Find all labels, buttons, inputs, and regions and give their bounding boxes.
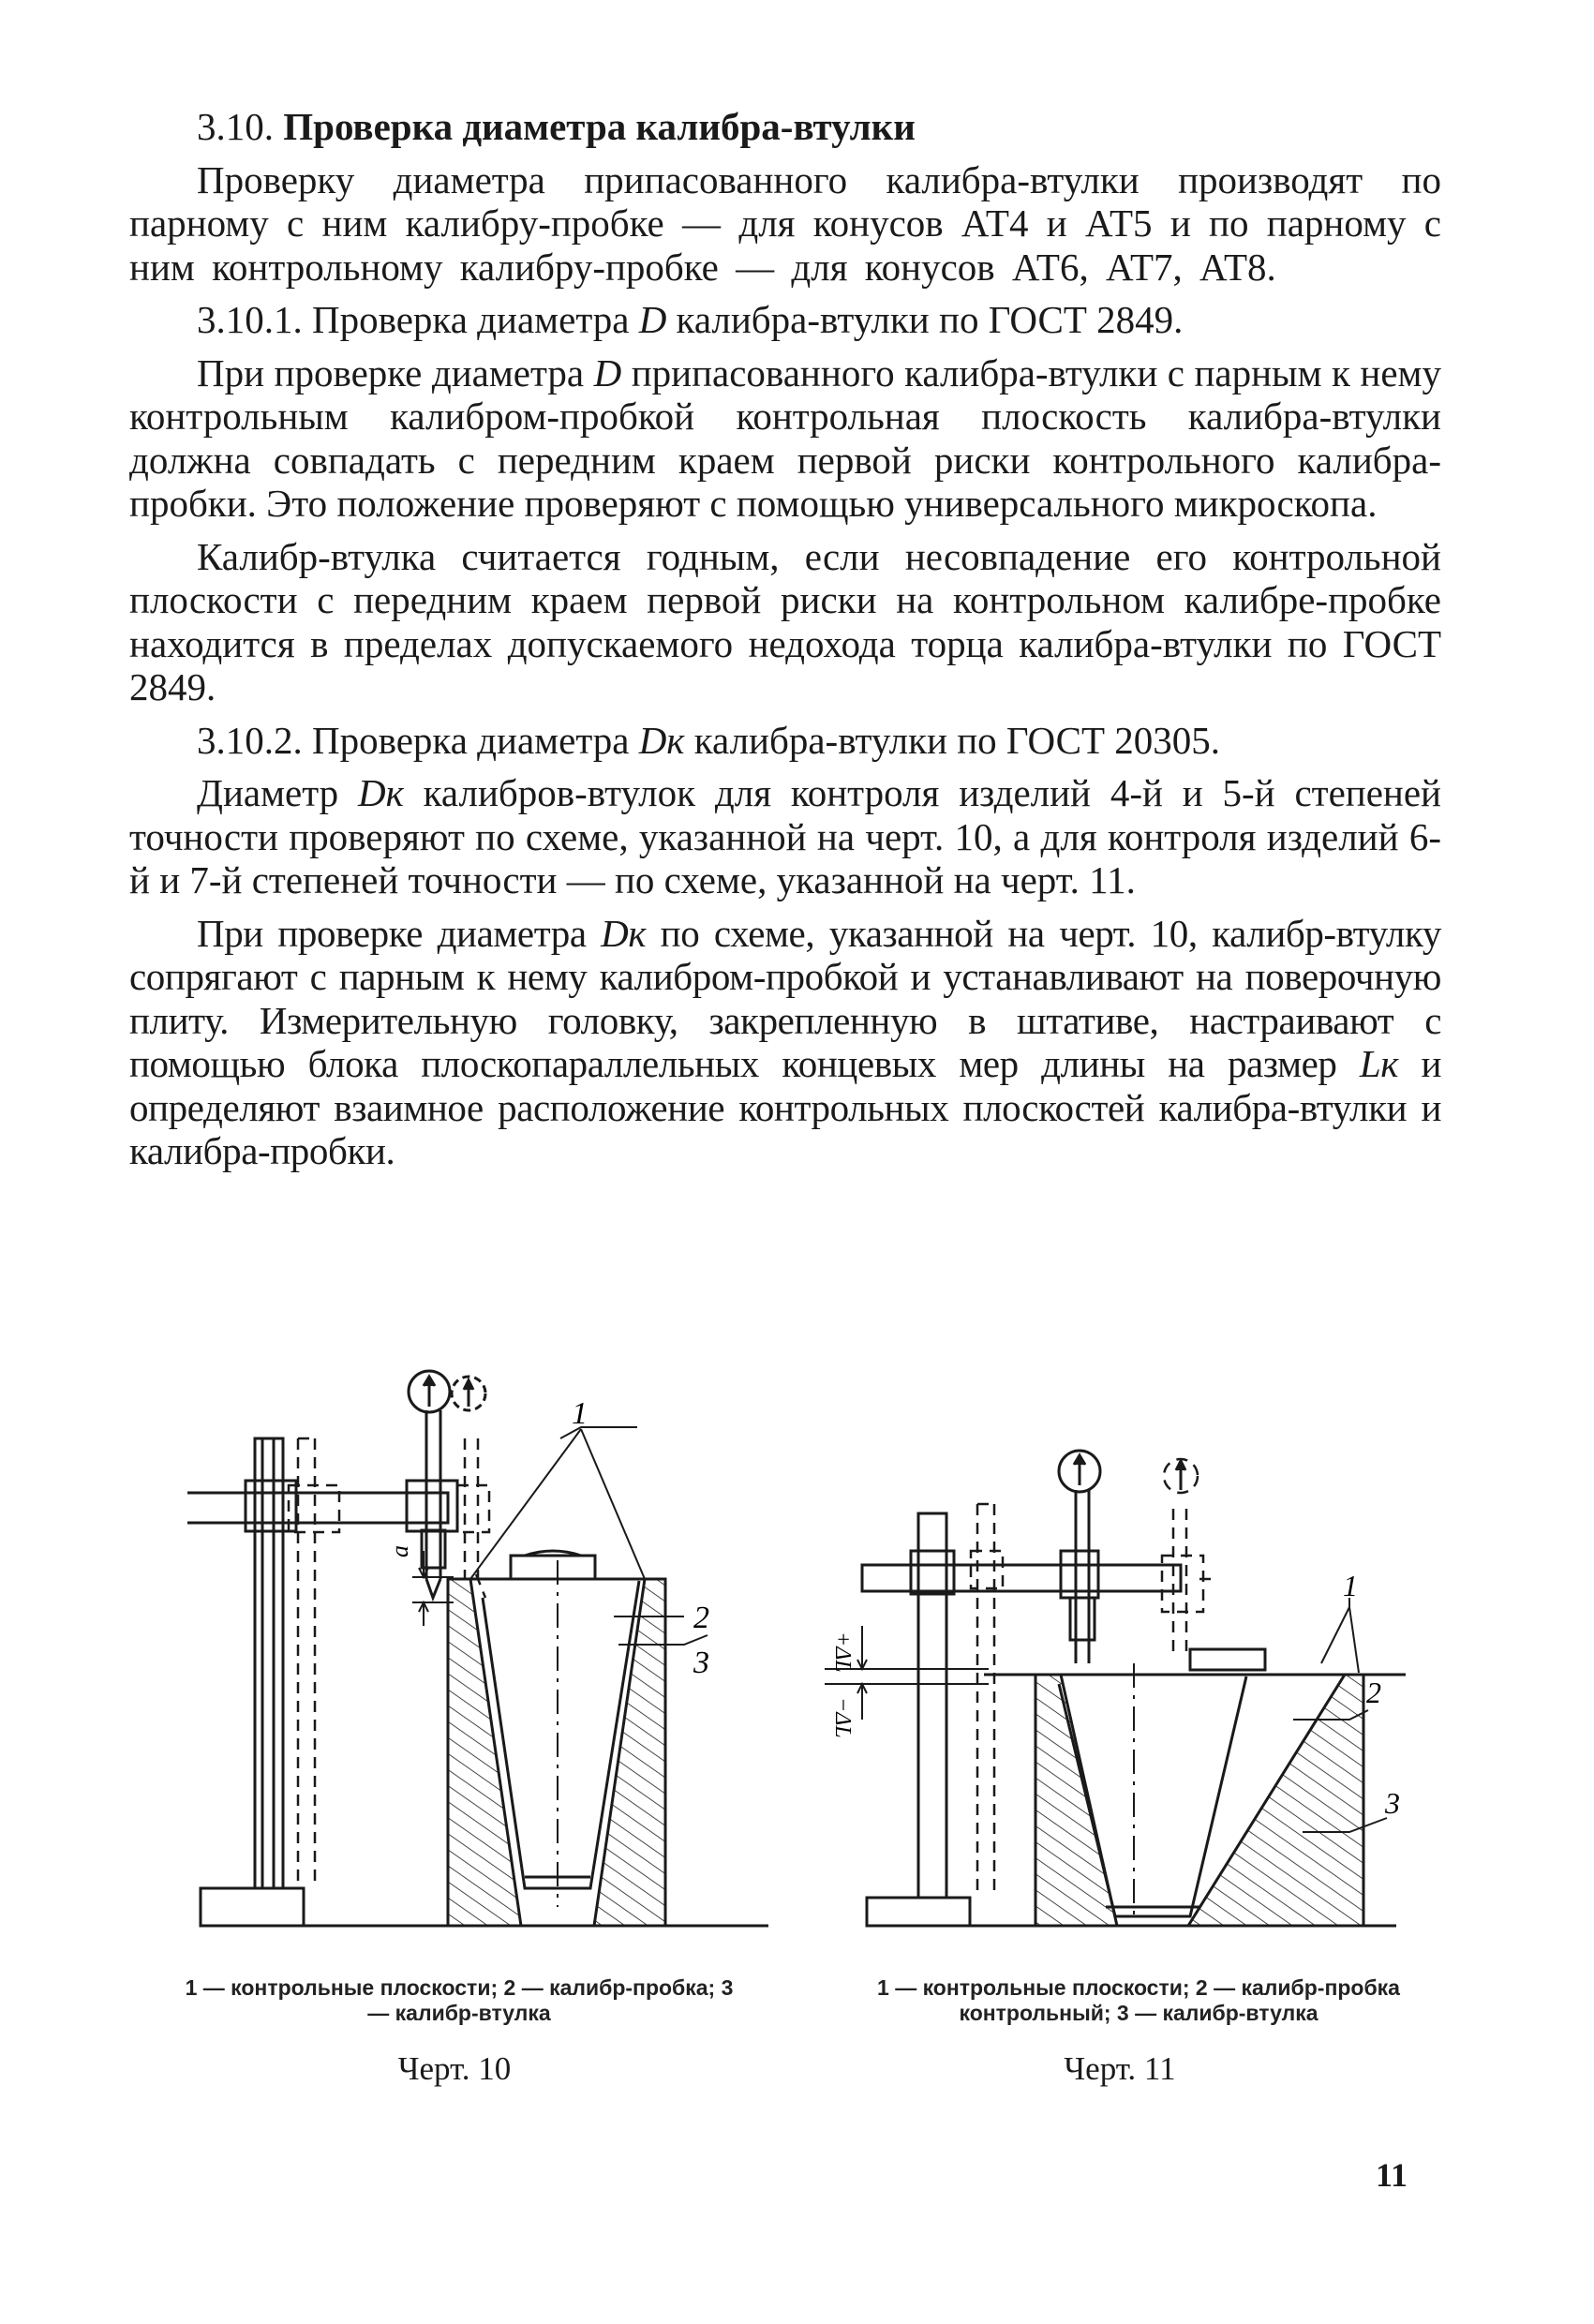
paragraph: Калибр-втулка считается годным, если несовпадение его контрольной плоскости с передним краем первой риски на контрольном калибре-пробке находится в пределах допускаемого недохода торца калибра-втулки по ГОСТ 2849.: [129, 534, 1441, 708]
base-plate: [867, 1898, 970, 1926]
subsection-heading-1: 3.10.1. Проверка диаметра D калибра-втулки по ГОСТ 2849.: [197, 298, 1184, 341]
label-3: 3: [1385, 1786, 1400, 1820]
label-minus-dl: −ΔL: [830, 1697, 855, 1738]
subsection-heading-2: 3.10.2. Проверка диаметра Dк калибра-втулки по ГОСТ 20305.: [197, 718, 1221, 762]
label-3: 3: [693, 1646, 709, 1680]
section-number: 3.10.: [197, 105, 274, 148]
label-2: 2: [1366, 1676, 1381, 1709]
section-heading: [129, 105, 1441, 149]
label-1: 1: [1343, 1569, 1358, 1602]
figure-10-caption: Черт. 10: [397, 2050, 512, 2087]
section-title: Проверка диаметра калибра-втулки: [283, 105, 916, 148]
label-plus-dl: +ΔL: [830, 1631, 855, 1673]
label-1: 1: [572, 1396, 588, 1431]
figure-11-legend: 1 — контрольные плоскости; 2 — калибр-пробка контрольный; 3 — калибр-втулка: [877, 1975, 1400, 2025]
stand-column: [918, 1513, 946, 1898]
figure-11-caption: Черт. 11: [1064, 2050, 1176, 2087]
stand-column: [255, 1438, 283, 1888]
arm: [187, 1493, 448, 1523]
figure-10-legend: 1 — контрольные плоскости; 2 — калибр-пробка; 3 — калибр-втулка: [185, 1975, 734, 2025]
paragraph: При проверке диаметра Dк по схеме, указанной на черт. 10, калибр-втулку сопрягают с парным к нему калибром-пробкой и устанавливают на поверочную плиту. Измерительную головку, закрепленную в штативе, настраивают с помощью блока плоскопараллельных концевых мер длины на размер Lк и определяют взаимное расположение контрольных плоскостей калибра-втулки и калибра-пробки.: [129, 911, 1441, 1172]
paragraph: При проверке диаметра D припасованного калибра-втулки с парным к нему контрольным калибром-пробкой контрольная плоскость калибра-втулки должна совпадать с передним краем первой риски контрольного калибра-пробки. Это положение проверяют с помощью универсального микроскопа.: [129, 350, 1441, 525]
base-plate: [201, 1888, 304, 1926]
label-2: 2: [693, 1601, 709, 1635]
paragraph: Диаметр Dк калибров-втулок для контроля изделий 4-й и 5-й степеней точности проверяют по схеме, указанной на черт. 10, а для контроля изделий 6-й и 7-й степеней точности — по схеме, указанной на черт. 11.: [129, 771, 1441, 901]
sleeve-wall-right: [1188, 1675, 1363, 1926]
figure-10-drawing: [187, 1363, 806, 1944]
sleeve-wall-left: [448, 1579, 521, 1926]
main-text: [129, 105, 1441, 1173]
section-intro: Проверку диаметра припасованного калибра-втулки производят по парному с ним калибру-пробке — для конусов АТ4 и АТ5 и по парному с ним контрольному калибру-пробке — для конусов АТ6, АТ7, АТ8.: [129, 157, 1441, 289]
label-a: a: [386, 1545, 413, 1557]
sleeve-wall-left: [1035, 1675, 1117, 1926]
page-number: 11: [1376, 2156, 1408, 2194]
figure-11-drawing: [825, 1438, 1443, 1963]
